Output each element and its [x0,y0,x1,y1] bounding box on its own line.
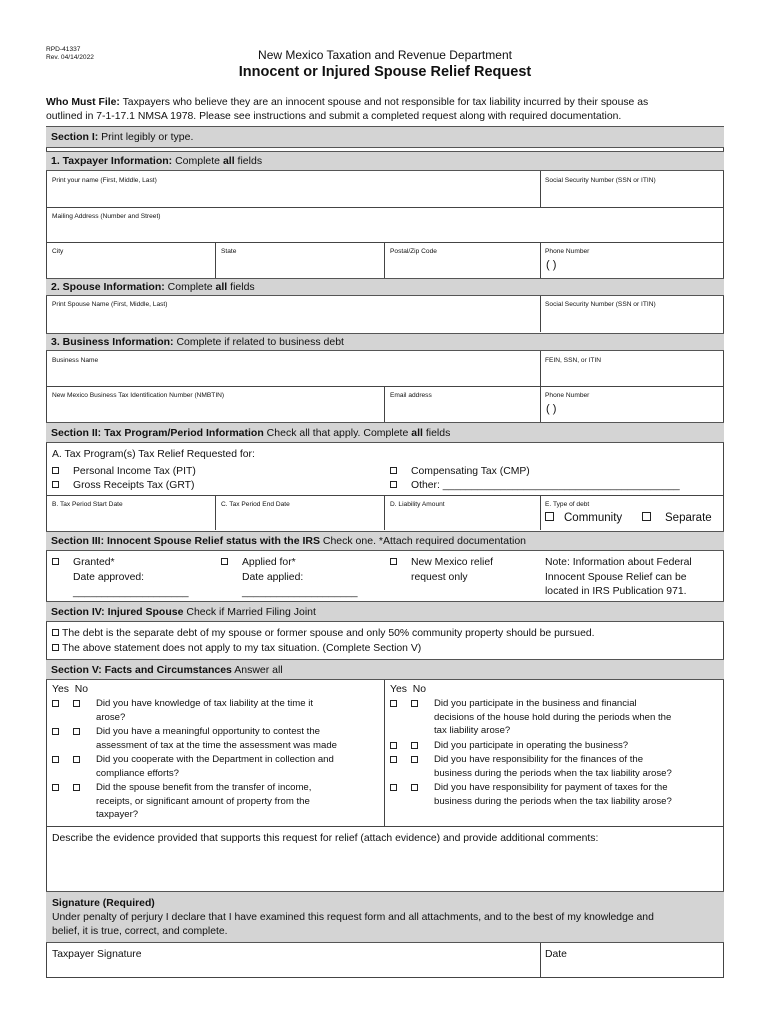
mailing-address-input[interactable] [50,222,720,242]
section-4-instructions: Check if Married Filing Joint [183,606,316,618]
business-phone-parentheses: ( ) [546,403,557,415]
business-name-input[interactable] [50,366,535,384]
who-must-file-text-2: outlined in 7-1-17.1 NMSA 1978. Please see instructions and submit a completed request along with required documentation. [46,111,622,122]
taxpayer-info-text: Complete [172,155,223,167]
left-question-2 [52,725,382,752]
questions-right [390,697,722,808]
nm-relief-label: New Mexico relief [411,557,493,568]
taxpayer-signature-field[interactable] [50,962,535,976]
section-3-header [46,531,724,551]
business-info-title: 3. Business Information: [51,336,174,348]
form-revision: Rev. 04/14/2022 [46,54,94,61]
right-q1-yes-checkbox[interactable] [390,700,397,707]
left-q2-yes-checkbox[interactable] [52,728,59,735]
left-q1-yes-checkbox[interactable] [52,700,59,707]
period-start-input[interactable] [50,510,212,528]
community-checkbox[interactable] [545,512,554,521]
pit-checkbox[interactable] [52,467,59,474]
yes-no-header-left [52,683,88,696]
taxpayer-ssn-input[interactable] [543,186,719,206]
cmp-option[interactable] [390,465,530,478]
liability-amount-label: D. Liability Amount [390,501,445,508]
grt-checkbox[interactable] [52,481,59,488]
signature-declaration-1: Under penalty of perjury I declare that I have examined this request form and all attachments, and to the best of my knowledge and [52,912,654,923]
taxpayer-info-fields: fields [234,155,263,167]
taxpayer-info-header [46,151,724,171]
business-info-header [46,333,724,351]
tax-program-label: A. Tax Program(s) Tax Relief Requested for: [52,449,255,460]
taxpayer-info-title: 1. Taxpayer Information: [51,155,173,167]
section-2-instructions: Check all that apply. Complete [263,427,412,439]
business-phone-label: Phone Number [545,392,590,399]
section-2-title: Section II: Tax Program/Period Information [51,427,264,439]
spouse-info-all: all [215,281,228,293]
left-q3-line-1: Did you cooperate with the Department in collection and [96,754,334,765]
injured-option-2-checkbox[interactable] [52,644,59,651]
community-label: Community [564,512,623,524]
date-approved-label: Date approved: [73,572,145,583]
section-2-all: all [411,427,423,439]
taxpayer-name-input[interactable] [50,186,535,206]
right-q3-line-2: business during the periods when the tax liability arose? [434,767,672,779]
period-end-label: C. Tax Period End Date [221,501,290,508]
granted-checkbox[interactable] [52,558,59,565]
evidence-prompt: Describe the evidence provided that supports this request for relief (attach evidence) and provide additional comments: [52,833,599,844]
nmbtin-input[interactable] [50,401,381,419]
agency-name: New Mexico Taxation and Revenue Department [258,48,512,62]
irs-note-2: Innocent Spouse Relief can be [545,572,687,583]
spouse-name-label: Print Spouse Name (First, Middle, Last) [52,301,168,308]
pit-option[interactable] [52,465,196,478]
section-4-title: Section IV: Injured Spouse [51,606,184,618]
section-3-title: Section III: Innocent Spouse Relief status with the IRS [51,535,320,547]
separate-option[interactable] [642,512,712,524]
form-title: Innocent or Injured Spouse Relief Request [238,64,532,80]
date-field[interactable] [543,962,719,976]
right-q4-line-1: Did you have responsibility for payment of taxes for the [434,782,668,793]
left-q2-no-checkbox[interactable] [73,728,80,735]
taxpayer-ssn-label: Social Security Number (SSN or ITIN) [545,177,656,184]
right-q2-line-1: Did you participate in operating the business? [434,739,629,751]
separate-label: Separate [665,512,712,524]
right-question-3 [390,753,722,780]
granted-option[interactable] [52,556,115,569]
section-2-fields: fields [422,427,451,439]
form-number: RPD-41337 [46,46,81,53]
left-q3-no-checkbox[interactable] [73,756,80,763]
injured-option-1[interactable] [52,627,595,640]
right-question-2 [390,739,722,753]
nm-relief-option[interactable] [390,556,493,569]
separate-checkbox[interactable] [642,512,651,521]
period-end-input[interactable] [219,510,381,528]
email-label: Email address [390,392,432,399]
grt-option[interactable] [52,479,194,492]
left-q4-line-2: receipts, or significant amount of property from the [96,795,310,807]
spouse-info-text: Complete [164,281,216,293]
nm-relief-checkbox[interactable] [390,558,397,565]
left-q3-line-2: compliance efforts? [96,767,180,779]
left-question-4 [52,781,382,822]
section-2-header [46,422,724,443]
section-1-instructions: Print legibly or type. [98,131,194,143]
date-applied-label: Date applied: [242,572,304,583]
liability-amount-input[interactable] [388,510,536,528]
email-input[interactable] [388,401,536,419]
fein-label: FEIN, SSN, or ITIN [545,357,602,364]
date-applied-blank[interactable]: ____________________ [242,587,358,598]
left-q4-no-checkbox[interactable] [73,784,80,791]
taxpayer-info-all: all [222,155,235,167]
injured-option-2-label: The above statement does not apply to my tax situation. (Complete Section V) [62,643,422,654]
section-5-instructions: Answer all [231,664,283,676]
left-q3-yes-checkbox[interactable] [52,756,59,763]
taxpayer-signature-label: Taxpayer Signature [52,949,142,960]
irs-note-3: located in IRS Publication 971. [545,586,687,597]
nm-relief-label-2: request only [411,572,468,583]
city-input[interactable] [50,258,212,276]
spouse-name-input[interactable] [50,310,535,330]
yes-label-right: Yes [390,684,407,695]
questions-left [52,697,382,822]
right-question-1 [390,697,722,738]
irs-note-1: Note: Information about Federal [545,557,692,568]
right-q2-yes-checkbox[interactable] [390,742,397,749]
date-label: Date [545,949,567,960]
cmp-checkbox[interactable] [390,467,397,474]
taxpayer-name-label: Print your name (First, Middle, Last) [52,177,157,184]
right-q1-no-checkbox[interactable] [411,700,418,707]
no-label-right: No [412,684,427,695]
right-q2-no-checkbox[interactable] [411,742,418,749]
applied-option[interactable] [221,556,296,569]
left-question-1 [52,697,382,724]
business-info-text: Complete if related to business debt [173,336,344,348]
other-checkbox[interactable] [390,481,397,488]
city-label: City [52,248,64,255]
business-name-label: Business Name [52,357,99,364]
period-start-label: B. Tax Period Start Date [52,501,123,508]
other-label: Other: _________________________________________ [411,480,680,491]
left-q2-line-2: assessment of tax at the time the assessment was made [96,739,338,751]
spouse-info-fields: fields [227,281,255,293]
yes-no-header-right [390,683,426,696]
right-q3-yes-checkbox[interactable] [390,756,397,763]
right-q4-no-checkbox[interactable] [411,784,418,791]
who-must-file [46,96,736,109]
state-label: State [221,248,237,255]
state-input[interactable] [219,258,381,276]
other-option[interactable] [390,479,680,492]
community-option[interactable] [545,512,622,524]
injured-option-2[interactable] [52,642,421,655]
zip-label: Postal/Zip Code [390,248,437,255]
left-q4-line-3: taxpayer? [96,809,139,820]
no-label-left: No [74,684,89,695]
section-1-header [46,126,724,148]
injured-option-1-label: The debt is the separate debt of my spouse or former spouse and only 50% community property should be pursued. [62,628,595,639]
right-question-4 [390,781,722,808]
section-5-title: Section V: Facts and Circumstances [51,664,232,676]
right-q1-line-3: tax liability arose? [434,725,511,736]
left-question-3 [52,753,382,780]
evidence-textarea[interactable] [50,848,720,890]
left-q2-line-1: Did you have a meaningful opportunity to contest the [96,726,320,737]
phone-label: Phone Number [545,248,590,255]
spouse-info-header [46,278,724,296]
injured-option-1-checkbox[interactable] [52,629,59,636]
right-q1-line-2: decisions of the house hold during the periods when the [434,711,672,723]
right-q4-yes-checkbox[interactable] [390,784,397,791]
left-q1-no-checkbox[interactable] [73,700,80,707]
signature-declaration-2: belief, it is true, correct, and complete. [52,926,228,937]
fein-input[interactable] [543,366,719,384]
who-must-file-label: Who Must File: [46,97,120,108]
section-3-instructions: Check one. *Attach required documentation [319,535,526,547]
granted-label: Granted* [73,557,115,568]
nmbtin-label: New Mexico Business Tax Identification Number (NMBTIN) [52,392,225,399]
section-1-title: Section I: [51,131,99,143]
applied-checkbox[interactable] [221,558,228,565]
spouse-ssn-input[interactable] [543,310,719,330]
right-q3-line-1: Did you have responsibility for the finances of the [434,754,644,765]
spouse-info-title: 2. Spouse Information: [51,281,165,293]
cmp-label: Compensating Tax (CMP) [411,466,530,477]
pit-label: Personal Income Tax (PIT) [73,466,196,477]
right-q4-line-2: business during the periods when the tax liability arose? [434,795,672,807]
right-q1-line-1: Did you participate in the business and financial [434,698,637,709]
right-q3-no-checkbox[interactable] [411,756,418,763]
phone-parentheses: ( ) [546,259,557,271]
signature-title: Signature (Required) [52,898,155,909]
left-q4-yes-checkbox[interactable] [52,784,59,791]
mailing-address-label: Mailing Address (Number and Street) [52,213,161,220]
section-5-header [46,659,724,680]
date-approved-blank[interactable]: ____________________ [73,587,189,598]
debt-type-label: E. Type of debt [545,501,590,508]
section-4-header [46,601,724,622]
zip-input[interactable] [388,258,536,276]
left-q4-line-1: Did the spouse benefit from the transfer of income, [96,782,312,793]
left-q1-line-2: arose? [96,711,126,723]
spouse-ssn-label: Social Security Number (SSN or ITIN) [545,301,656,308]
who-must-file-text-1: Taxpayers who believe they are an innocent spouse and not responsible for tax liability incurred by their spouse as [119,97,649,108]
grt-label: Gross Receipts Tax (GRT) [73,480,195,491]
yes-label-left: Yes [52,684,69,695]
applied-label: Applied for* [242,557,296,568]
left-q1-line-1: Did you have knowledge of tax liability at the time it [96,698,314,709]
